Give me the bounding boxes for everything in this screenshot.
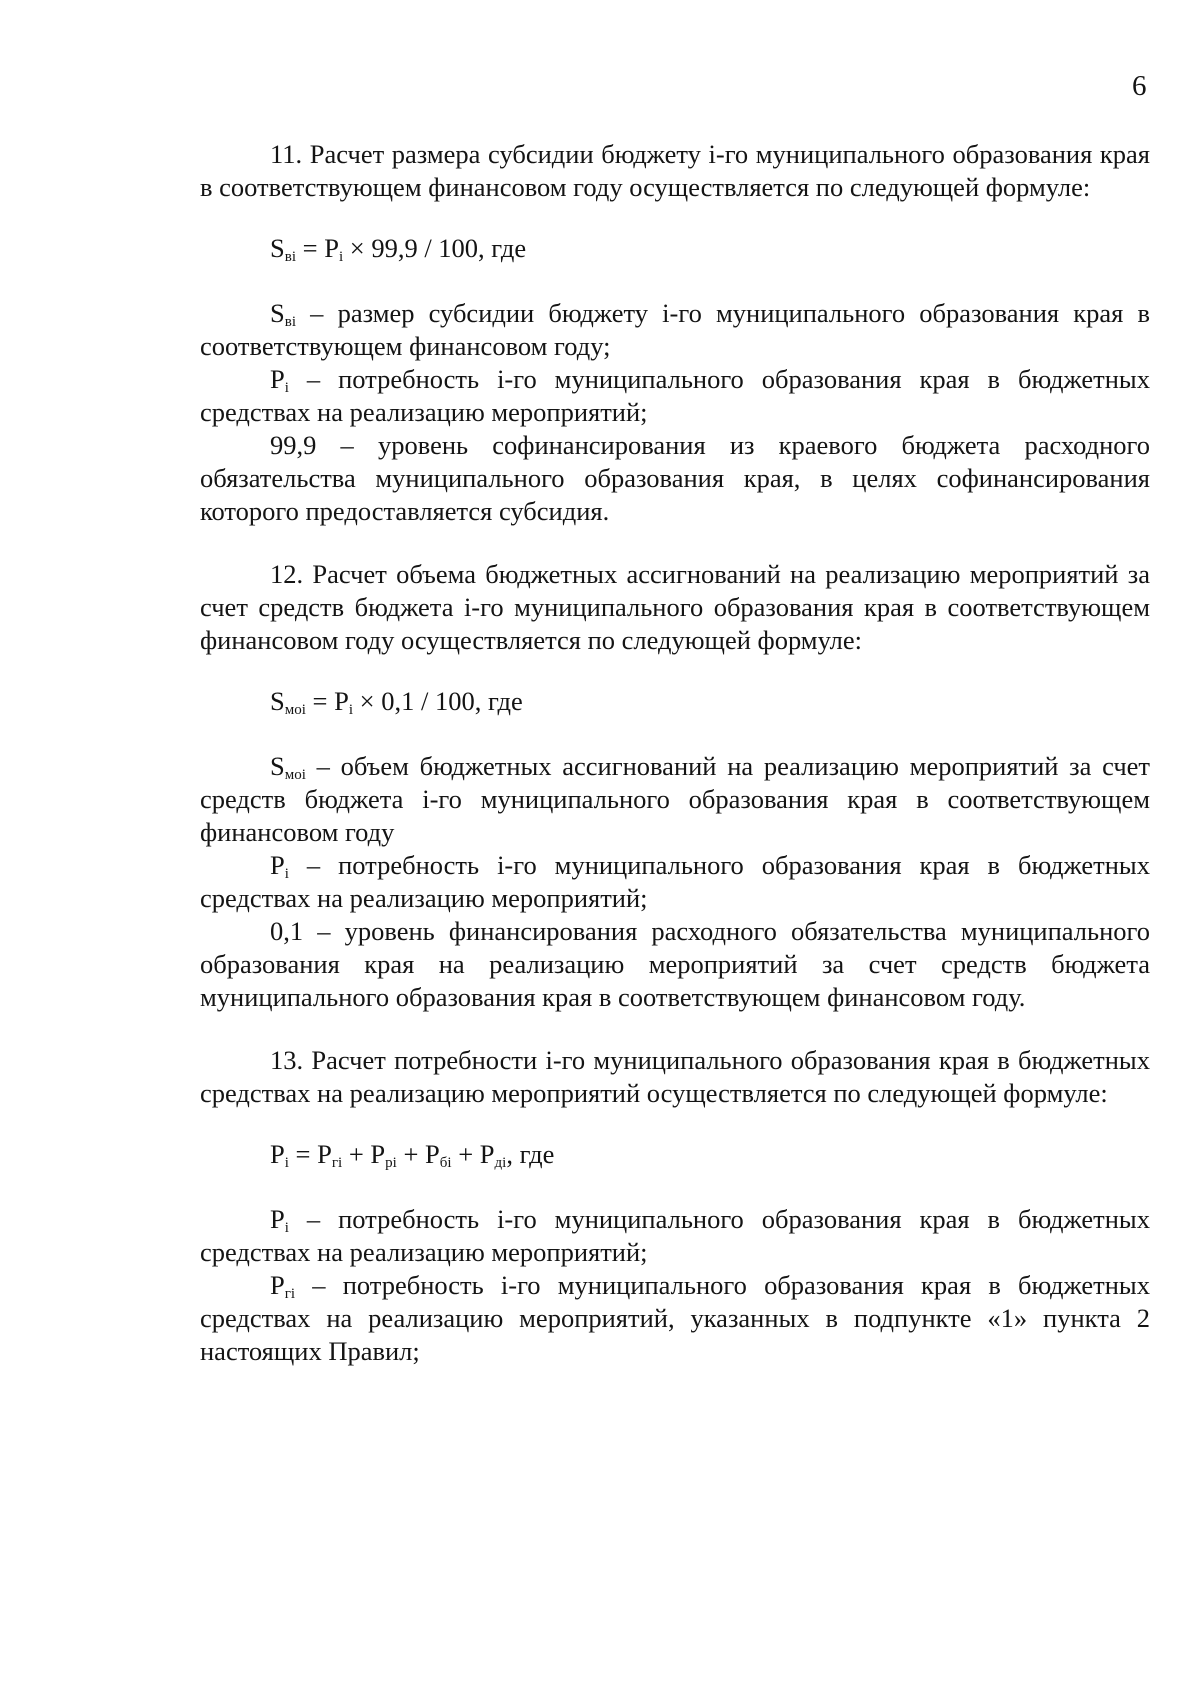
formula-symbol: $S_{вi}$ [270, 233, 296, 265]
definition-s-vi: $S_{вi}$ – размер субсидии бюджету i-го муниципального образования края в соответствующем финансовом году; [200, 298, 1150, 361]
page-number: 6 [1132, 70, 1147, 102]
document-body [200, 138, 1150, 1368]
formula-p-i: $P_i = P_{гi} + P_{рi} + P_{бi} + P_{дi}$, где [270, 1139, 555, 1171]
definition-p-gi: $P_{гi}$ – потребность i-го муниципального образования края в бюджетных средствах на реализацию мероприятий, указанных в подпункте «1» пункта 2 настоящих Правил; [200, 1270, 1150, 1366]
definition-p-i: $P_i$ – потребность i-го муниципального образования края в бюджетных средствах на реализацию мероприятий; [200, 850, 1150, 913]
definition-p-i: $P_i$ – потребность i-го муниципального образования края в бюджетных средствах на реализацию мероприятий; [200, 1204, 1150, 1267]
section-12-intro: 12. Расчет объема бюджетных ассигнований на реализацию мероприятий за счет средств бюджета i-го муниципального образования края в соответствующем финансовом году осуществляется по следующей формуле: [200, 559, 1150, 655]
section-13-intro: 13. Расчет потребности i-го муниципального образования края в бюджетных средствах на реализацию мероприятий осуществляется по следующей формуле: [200, 1045, 1150, 1108]
definition-level-99-9: 99,9 – уровень софинансирования из краевого бюджета расходного обязательства муниципального образования края, в целях софинансирования которого предоставляется субсидия. [200, 430, 1150, 526]
definition-p-i: $P_i$ – потребность i-го муниципального образования края в бюджетных средствах на реализацию мероприятий; [200, 364, 1150, 427]
formula-symbol: $S_{мoi}$ [270, 686, 306, 718]
definition-s-moi: $S_{мoi}$ – объем бюджетных ассигнований на реализацию мероприятий за счет средств бюджета i-го муниципального образования края в соответствующем финансовом году [200, 751, 1150, 847]
formula-symbol: $P_i$ [334, 686, 354, 718]
formula-s-vi: $S_{вi} = P_i \times 99,9 / 100$, где [270, 233, 527, 265]
formula-s-moi: $S_{мoi} = P_i \times 0,1 / 100$, где [270, 686, 523, 718]
formula-symbol: $P_i$ [324, 233, 344, 265]
section-11-intro: 11. Расчет размера субсидии бюджету i-го муниципального образования края в соответствующем финансовом году осуществляется по следующей формуле: [200, 139, 1150, 202]
definition-level-0-1: 0,1 – уровень финансирования расходного обязательства муниципального образования края на реализацию мероприятий за счет средств бюджета муниципального образования края в соответствующем финансовом году. [200, 916, 1150, 1012]
